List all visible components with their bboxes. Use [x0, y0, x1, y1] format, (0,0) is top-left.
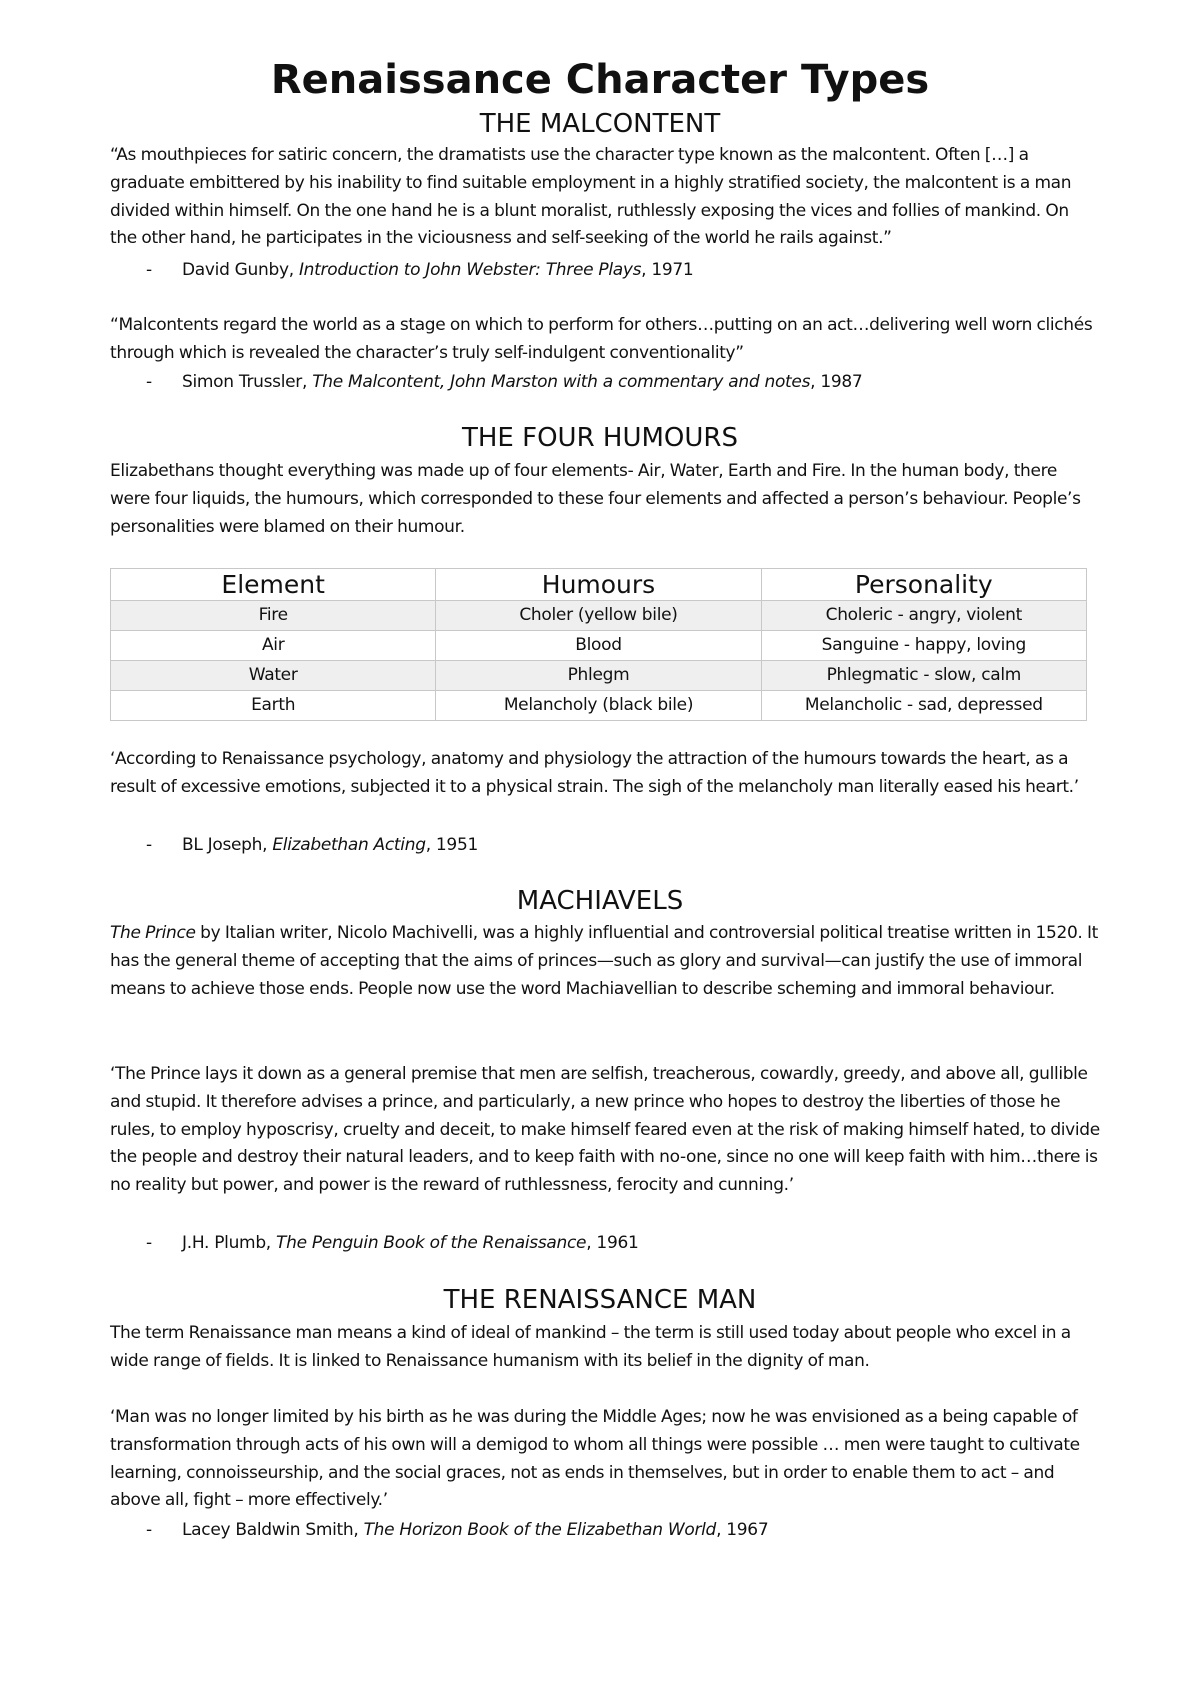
heading-four-humours: THE FOUR HUMOURS	[462, 423, 738, 453]
citation-work: The Penguin Book of the Renaissance	[276, 1233, 587, 1253]
citation-dash: -	[146, 260, 152, 280]
citation-author: Lacey Baldwin Smith,	[182, 1520, 364, 1540]
citation-dash: -	[146, 835, 152, 855]
document-title: Renaissance Character Types	[270, 57, 930, 103]
malcontent-citation-2	[110, 368, 1100, 396]
citation-year: , 1967	[716, 1520, 769, 1540]
citation-work: The Malcontent, John Marston with a commentary and notes	[312, 372, 811, 392]
citation-work: The Horizon Book of the Elizabethan World	[363, 1520, 717, 1540]
malcontent-quote-1: “As mouthpieces for satiric concern, the dramatists use the character type known as the malcontent. Often […] a graduate embittered by his inability to find suitable employment in a highly stratified society, the malcontent is a man divided within himself. On the one hand he is a blunt moralist, ruthlessly exposing the vices and follies of mankind. On the other hand, he participates in the viciousness and self-seeking of the world he rails against.”	[110, 145, 1072, 249]
malcontent-quote-2: “Malcontents regard the world as a stage on which to perform for others…putting on an act…delivering well worn clichés through which is revealed the character’s truly self-indulgent conventionality”	[110, 315, 1093, 363]
heading-malcontent: THE MALCONTENT	[479, 109, 721, 139]
citation-author: J.H. Plumb,	[182, 1233, 277, 1253]
table-row	[111, 601, 1087, 631]
table-header-cell: Personality	[761, 569, 1086, 601]
humours-table	[110, 568, 1087, 721]
citation-dash: -	[146, 1233, 152, 1253]
table-header-cell: Element	[111, 569, 436, 601]
citation-dash: -	[146, 1520, 152, 1540]
citation-year: , 1951	[425, 835, 478, 855]
citation-year: , 1961	[586, 1233, 639, 1253]
citation-author: David Gunby,	[182, 260, 299, 280]
heading-renaissance-man: THE RENAISSANCE MAN	[443, 1285, 757, 1315]
malcontent-citation-1	[110, 256, 1100, 284]
table-cell: Earth	[111, 691, 436, 721]
citation-work: Elizabethan Acting	[272, 835, 426, 855]
table-cell: Blood	[436, 631, 761, 661]
citation-author: Simon Trussler,	[182, 372, 313, 392]
table-cell: Fire	[111, 601, 436, 631]
machiavels-quote: ‘The Prince lays it down as a general premise that men are selfish, treacherous, cowardly, greedy, and above all, gullible and stupid. It therefore advises a prince, and particularly, a new prince who hopes to destroy the liberties of those he rules, to employ hyposcrisy, cruelty and deceit, to make himself feared even at the risk of making himself hated, to divide the people and destroy their natural leaders, and to keep faith with no-one, since no one will keep faith with him…there is no reality but power, and power is the reward of ruthlessness, ferocity and cunning.’	[110, 1064, 1100, 1196]
citation-year: , 1987	[810, 372, 863, 392]
machiavels-citation	[110, 1229, 1100, 1257]
humours-quote: ‘According to Renaissance psychology, anatomy and physiology the attraction of the humours towards the heart, as a result of excessive emotions, subjected it to a physical strain. The sigh of the melancholy man literally eased his heart.’	[110, 749, 1079, 797]
table-cell: Choleric - angry, violent	[761, 601, 1086, 631]
humours-citation	[110, 831, 1100, 859]
citation-author: BL Joseph,	[182, 835, 273, 855]
humours-intro: Elizabethans thought everything was made up of four elements- Air, Water, Earth and Fire. In the human body, there were four liquids, the humours, which corresponded to these four elements and affected a person’s behaviour. People’s personalities were blamed on their humour.	[110, 461, 1081, 537]
table-header-row	[111, 569, 1087, 601]
machiavels-intro	[110, 920, 1100, 1003]
table-cell: Phlegmatic - slow, calm	[761, 661, 1086, 691]
table-cell: Choler (yellow bile)	[436, 601, 761, 631]
table-row	[111, 691, 1087, 721]
table-row	[111, 661, 1087, 691]
citation-work: Introduction to John Webster: Three Plays	[298, 260, 642, 280]
machiavels-intro-text: by Italian writer, Nicolo Machivelli, was a highly influential and controversial political treatise written in 1520. It has the general theme of accepting that the aims of princes—such as glory and survival—can justify the use of immoral means to achieve those ends. People now use the word Machiavellian to describe scheming and immoral behaviour.	[110, 923, 1099, 999]
renaissance-man-intro: The term Renaissance man means a kind of ideal of mankind – the term is still used today about people who excel in a wide range of fields. It is linked to Renaissance humanism with its belief in the dignity of man.	[110, 1323, 1071, 1371]
table-cell: Melancholic - sad, depressed	[761, 691, 1086, 721]
table-cell: Air	[111, 631, 436, 661]
heading-machiavels: MACHIAVELS	[516, 886, 684, 916]
table-row	[111, 631, 1087, 661]
citation-dash: -	[146, 372, 152, 392]
renaissance-man-citation	[110, 1516, 1100, 1544]
work-title: The Prince	[110, 923, 196, 943]
table-cell: Melancholy (black bile)	[436, 691, 761, 721]
table-header-cell: Humours	[436, 569, 761, 601]
citation-year: , 1971	[641, 260, 694, 280]
table-cell: Sanguine - happy, loving	[761, 631, 1086, 661]
renaissance-man-quote: ‘Man was no longer limited by his birth as he was during the Middle Ages; now he was envisioned as a being capable of transformation through acts of his own will a demigod to whom all things were possible … men were taught to cultivate learning, connoisseurship, and the social graces, not as ends in themselves, but in order to enable them to act – and above all, fight – more effectively.’	[110, 1407, 1080, 1511]
table-cell: Water	[111, 661, 436, 691]
table-cell: Phlegm	[436, 661, 761, 691]
